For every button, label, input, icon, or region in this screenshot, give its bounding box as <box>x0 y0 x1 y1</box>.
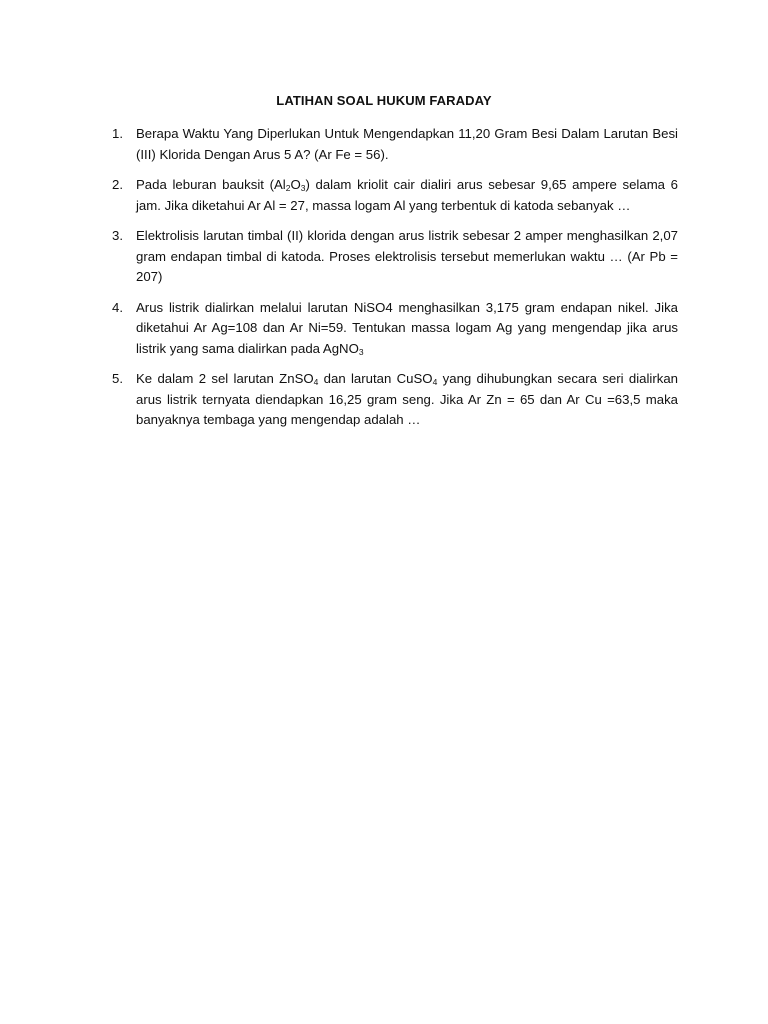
question-text: Elektrolisis larutan timbal (II) klorida dengan arus listrik sebesar 2 amper menghasilkan 2,07 gram endapan timbal di katoda. Proses elektrolisis tersebut memerlukan waktu … (Ar Pb = 207) <box>136 228 678 284</box>
question-number: 3. <box>112 228 123 243</box>
page-title: LATIHAN SOAL HUKUM FARADAY <box>276 93 492 108</box>
question-number: 4. <box>112 299 123 315</box>
question-number: 1. <box>112 126 123 141</box>
question-text: Arus listrik dialirkan melalui larutan NiSO4 menghasilkan 3,175 gram endapan nikel. Jika diketahui Ar Ag=108 dan Ar Ni=59. Tentukan massa logam Ag yang mengendap jika arus listrik yang sama dialirkan pada AgNO$_3$ <box>136 299 678 357</box>
question-text: Berapa Waktu Yang Diperlukan Untuk Mengendapkan 11,20 Gram Besi Dalam Larutan Besi (III) Klorida Dengan Arus 5 A? (Ar Fe = 56). <box>136 126 678 162</box>
question-item <box>112 124 678 165</box>
question-item <box>112 175 678 216</box>
question-list <box>112 124 678 441</box>
question-number: 2. <box>112 177 123 192</box>
question-item <box>112 298 678 360</box>
question-number: 5. <box>112 371 123 386</box>
question-item <box>112 369 678 431</box>
question-text: Pada leburan bauksit $(Al_2O_3)$ dalam kriolit cair dialiri arus sebesar 9,65 ampere selama 6 jam. Jika diketahui Ar Al = 27, massa logam Al yang terbentuk di katoda sebanyak … <box>136 177 679 213</box>
question-text: Ke dalam 2 sel larutan ZnSO$_4$ dan larutan CuSO$_4$ yang dihubungkan secara seri dialirkan arus listrik ternyata diendapkan 16,25 gram seng. Jika Ar Zn = 65 dan Ar Cu =63,5 maka banyaknya tembaga yang mengendap adalah … <box>136 371 678 427</box>
question-item <box>112 226 678 288</box>
